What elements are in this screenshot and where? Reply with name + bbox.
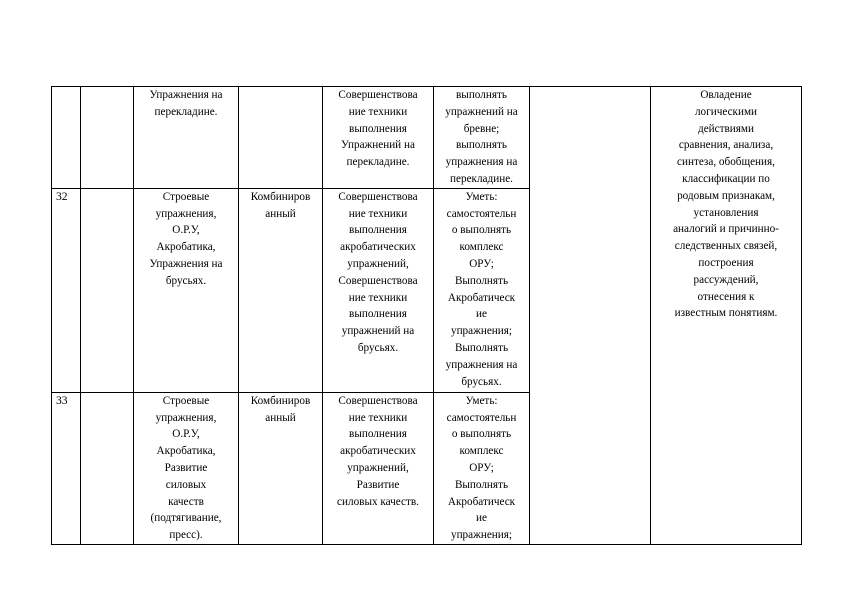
lesson-skills-cell: Уметь: самостоятельн о выполнять комплекс ОРУ; Выполнять Акробатическ ие упражнения; [434, 392, 530, 544]
lesson-content-cell: Совершенствова ние техники выполнения Упражнений на перекладине. [323, 87, 434, 189]
lesson-type-cell [239, 87, 323, 189]
empty-cell [81, 87, 134, 189]
empty-cell [530, 87, 651, 545]
empty-cell [81, 392, 134, 544]
lesson-topic-cell: Упражнения на перекладине. [134, 87, 239, 189]
lesson-topic-cell: Строевые упражнения, О.Р.У, Акробатика, Развитие силовых качеств (подтягивание, пресс). [134, 392, 239, 544]
table-row [52, 87, 802, 189]
lesson-skills-cell: выполнять упражнений на бревне; выполнять упражнения на перекладине. [434, 87, 530, 189]
lesson-type-cell: Комбиниров анный [239, 188, 323, 392]
lesson-number-cell [52, 87, 81, 189]
lesson-skills-cell: Уметь: самостоятельн о выполнять комплекс ОРУ; Выполнять Акробатическ ие упражнения; Выполнять упражнения на брусьях. [434, 188, 530, 392]
lesson-content-cell: Совершенствова ние техники выполнения акробатических упражнений, Развитие силовых качеств. [323, 392, 434, 544]
lesson-topic-cell: Строевые упражнения, О.Р.У, Акробатика, Упражнения на брусьях. [134, 188, 239, 392]
lesson-number-cell: 32 [52, 188, 81, 392]
learning-outcomes-cell: Овладение логическими действиями сравнения, анализа, синтеза, обобщения, классификации по родовым признакам, установления аналогий и причинно- следственных связей, построения рассуждений, отнесения к известным понятиям. [651, 87, 802, 545]
lesson-plan-table [51, 86, 802, 545]
empty-cell [81, 188, 134, 392]
lesson-content-cell: Совершенствова ние техники выполнения акробатических упражнений, Совершенствова ние техники выполнения упражнений на брусьях. [323, 188, 434, 392]
lesson-type-cell: Комбиниров анный [239, 392, 323, 544]
lesson-number-cell: 33 [52, 392, 81, 544]
